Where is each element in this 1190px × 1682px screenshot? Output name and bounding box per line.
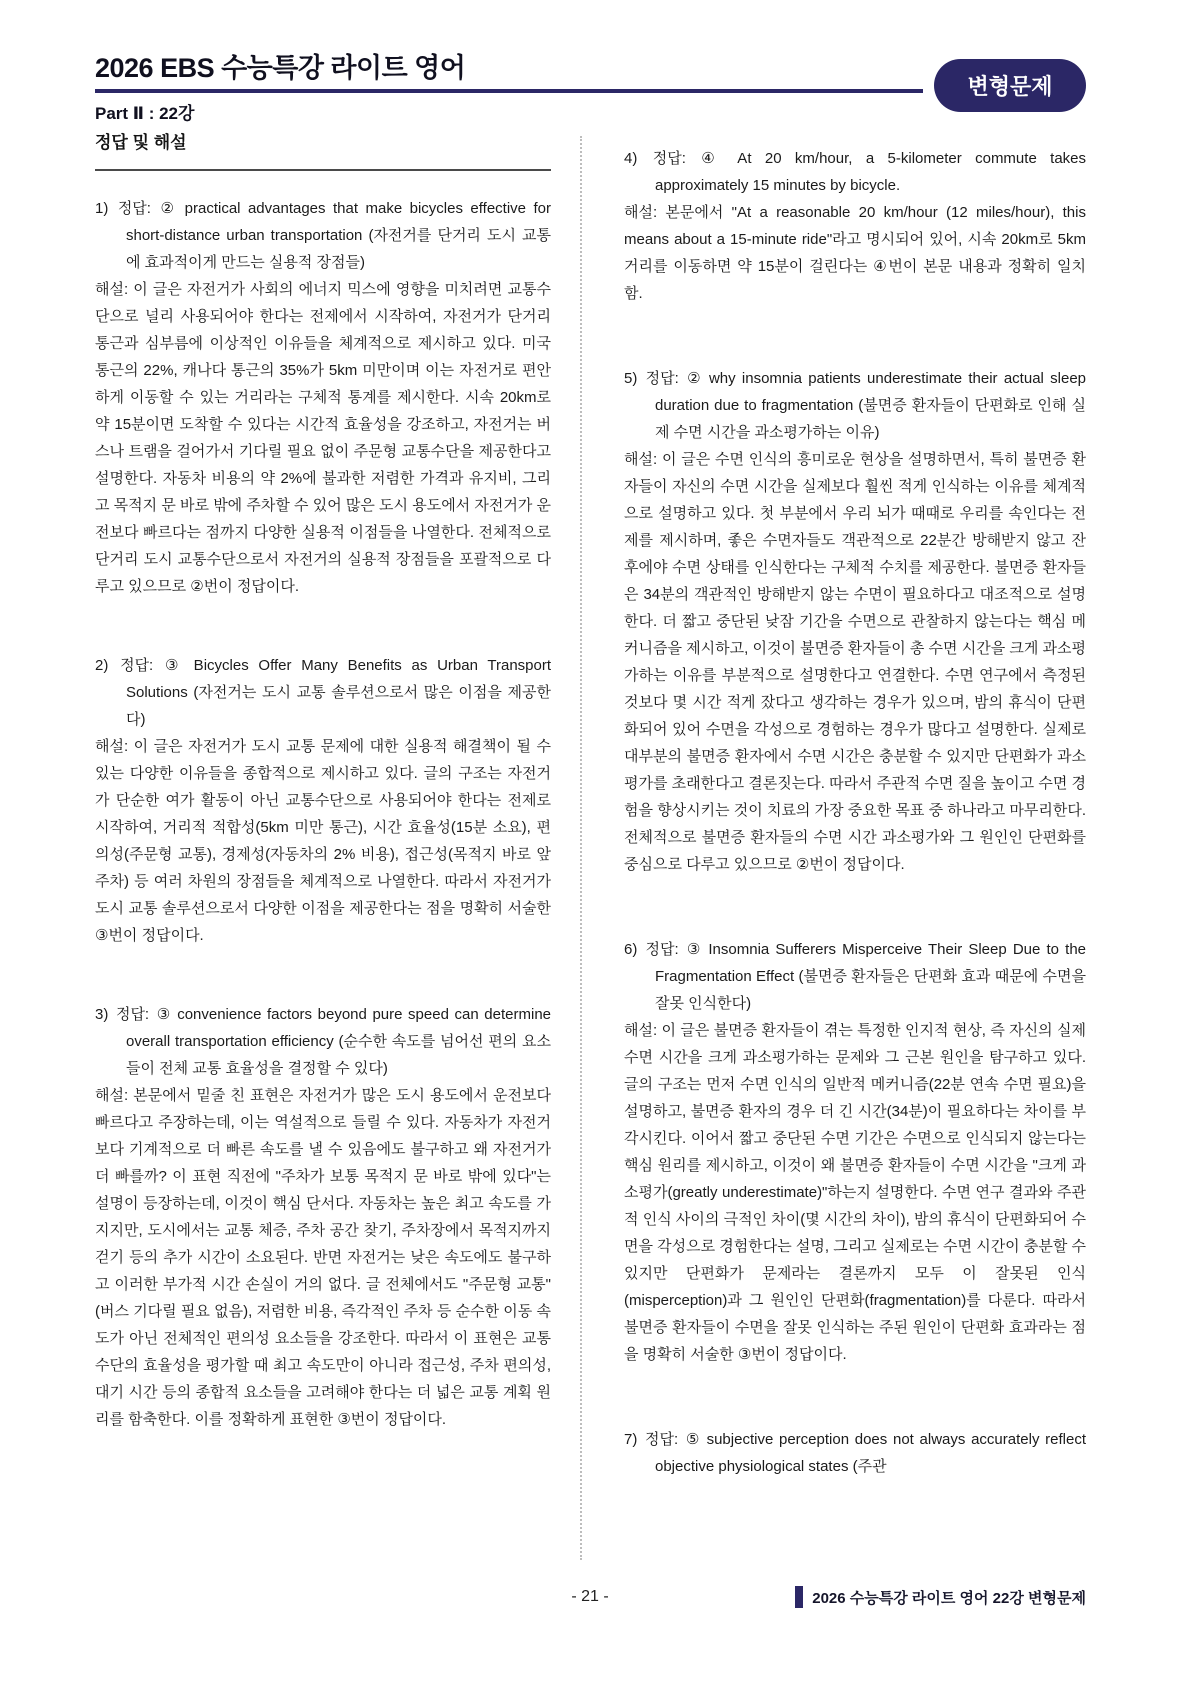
answer-line [95, 652, 551, 733]
answer-label: 정답: [645, 370, 679, 387]
footer-accent-bar [795, 1586, 803, 1608]
right-column [624, 145, 1086, 1480]
answer-item-3 [95, 1001, 551, 1433]
answer-label: 정답: [117, 200, 151, 217]
explanation-text: 해설: 이 글은 수면 인식의 흥미로운 현상을 설명하면서, 특히 불면증 환자들이 자신의 수면 시간을 실제보다 훨씬 적게 인식하는 이유를 체계적으로 설명하고 있다. 첫 부분에서 우리 뇌가 때때로 우리를 속인다는 전제를 제시하며, 좋은 수면자들도 객관적으로 22분간 방해받지 않고 잔 후에야 수면 상태를 인식한다는 구체적 수치를 제공한다. 불면증 환자들은 34분의 객관적인 방해받지 않는 수면이 필요하다고 대조적으로 설명한다. 더 짧고 중단된 낮잠 기간을 수면으로 관찰하지 않는다는 핵심 메커니즘을 제시하고, 이것이 불면증 환자들이 총 수면 시간을 크게 과소평가하는 이유를 부분적으로 설명한다고 연결한다. 수면 연구에서 측정된 것보다 몇 시간 적게 잤다고 생각하는 경우가 있으며, 밤의 휴식이 단편화되어 있어 수면을 각성으로 경험하는 경우가 많다고 설명한다. 실제로 대부분의 불면증 환자에서 수면 시간은 충분할 수 있지만 단편화가 과소평가를 초래한다고 결론짓는다. 따라서 주관적 수면 질을 높이고 수면 경험을 향상시키는 것이 치료의 가장 중요한 목표 중 하나라고 마무리한다. 전체적으로 불면증 환자들의 수면 시간 과소평가와 그 원인인 단편화를 중심으로 다루고 있으므로 ②번이 정답이다. [624, 451, 1086, 873]
answer-line [95, 1001, 551, 1082]
answer-text: ③ Insomnia Sufferers Misperceive Their Sleep Due to the Fragmentation Effect (불면증 환자들은 단편화 효과 때문에 수면을 잘못 인식한다) [655, 941, 1087, 1012]
answer-text: ② why insomnia patients underestimate their actual sleep duration due to fragmentation (불면증 환자들이 단편화로 인해 실제 수면 시간을 과소평가하는 이유) [655, 370, 1087, 441]
answer-text: ② practical advantages that make bicycles effective for short-distance urban transportation (자전거를 단거리 도시 교통에 효과적이게 만드는 실용적 장점들) [126, 200, 551, 271]
explanation-text: 해설: 이 글은 불면증 환자들이 겪는 특정한 인지적 현상, 즉 자신의 실제 수면 시간을 크게 과소평가하는 문제와 그 근본 원인을 탐구하고 있다. 글의 구조는 먼저 수면 인식의 일반적 메커니즘(22분 연속 수면 필요)을 설명하고, 불면증 환자의 경우 더 긴 시간(34분)이 필요하다는 차이를 부각시킨다. 이어서 짧고 중단된 수면 기간은 수면으로 인식되지 않는다는 핵심 원리를 제시하고, 이것이 왜 불면증 환자들이 수면 시간을 "크게 과소평가(greatly underestimate)"하는지 설명한다. 수면 연구 결과와 주관적 인식 사이의 극적인 차이(몇 시간의 차이), 밤의 휴식이 단편화되어 수면을 각성으로 경험한다는 설명, 그리고 실제로는 수면 시간이 충분할 수 있지만 단편화가 문제라는 결론까지 모두 이 잘못된 인식(misperception)과 그 원인인 단편화(fragmentation)를 다룬다. 따라서 불면증 환자들이 수면을 잘못 인식하는 주된 원인이 단편화 효과라는 점을 명확히 서술한 ③번이 정답이다. [624, 1022, 1086, 1363]
item-number: 7) [624, 1431, 638, 1448]
answer-item-6 [624, 936, 1086, 1368]
section-title: 정답 및 해설 [95, 133, 187, 152]
answer-item-2 [95, 652, 551, 949]
section-rule [95, 169, 551, 171]
answer-label: 정답: [645, 941, 679, 958]
footer-right [795, 1586, 1086, 1608]
answer-item-1 [95, 195, 551, 600]
answer-line [95, 195, 551, 276]
item-number: 5) [624, 370, 638, 387]
item-number: 1) [95, 200, 109, 217]
part-label: Part Ⅱ : 22강 [95, 104, 195, 123]
answer-label: 정답: [115, 1006, 150, 1023]
document-title: 2026 EBS 수능특강 라이트 영어 [95, 53, 466, 83]
answer-label: 정답: [645, 1431, 679, 1448]
page-number: - 21 - [571, 1588, 609, 1605]
answer-text: ③ Bicycles Offer Many Benefits as Urban Transport Solutions (자전거는 도시 교통 솔루션으로서 많은 이점을 제공한다) [126, 657, 552, 728]
explanation-text: 해설: 본문에서 밑줄 친 표현은 자전거가 많은 도시 용도에서 운전보다 빠르다고 주장하는데, 이는 역설적으로 들릴 수 있다. 자동차가 자전거보다 기계적으로 더 빠른 속도를 낼 수 있음에도 불구하고 왜 자전거가 더 빠를까? 이 표현 직전에 "주차가 보통 목적지 문 바로 밖에 있다"는 설명이 등장하는데, 이것이 핵심 단서다. 자동차는 높은 최고 속도를 가지지만, 도시에서는 교통 체증, 주차 공간 찾기, 주차장에서 목적지까지 걷기 등의 추가 시간이 소요된다. 반면 자전거는 낮은 속도에도 불구하고 이러한 부가적 시간 손실이 거의 없다. 글 전체에서도 "주문형 교통"(버스 기다릴 필요 없음), 저렴한 비용, 즉각적인 주차 등 순수한 이동 속도가 아닌 전체적인 편의성 요소들을 강조한다. 따라서 이 표현은 교통수단의 효율성을 평가할 때 최고 속도만이 아니라 접근성, 주차 편의성, 대기 시간 등의 종합적 요소들을 고려해야 한다는 더 넓은 교통 계획 원리를 함축한다. 이를 정확하게 표현한 ③번이 정답이다. [95, 1087, 551, 1428]
answer-text: ③ convenience factors beyond pure speed can determine overall transportation efficiency (순수한 속도를 넘어선 편의 요소들이 전체 교통 효율성을 결정할 수 있다) [126, 1006, 552, 1077]
answer-text: ④ At 20 km/hour, a 5-kilometer commute takes approximately 15 minutes by bicycle. [655, 150, 1087, 194]
explanation-text: 해설: 본문에서 "At a reasonable 20 km/hour (12 miles/hour), this means about a 15-minute ride"라고 명시되어 있어, 시속 20km로 5km 거리를 이동하면 약 15분이 걸린다는 ④번이 본문 내용과 정확히 일치함. [624, 204, 1086, 302]
answer-line [624, 365, 1086, 446]
badge-variant-problems: 변형문제 [934, 59, 1086, 112]
answer-item-7 [624, 1426, 1086, 1480]
answer-text: ⑤ subjective perception does not always accurately reflect objective physiological states (주관 [655, 1431, 1086, 1475]
item-number: 3) [95, 1006, 109, 1023]
answer-label: 정답: [652, 150, 686, 167]
footer-label: 2026 수능특강 라이트 영어 22강 변형문제 [812, 1589, 1086, 1607]
answer-line [624, 1426, 1086, 1480]
item-number: 2) [95, 657, 109, 674]
answer-item-4 [624, 145, 1086, 307]
title-rule [95, 89, 923, 93]
answer-label: 정답: [120, 657, 154, 674]
explanation-text: 해설: 이 글은 자전거가 도시 교통 문제에 대한 실용적 해결책이 될 수 있는 다양한 이유들을 종합적으로 제시하고 있다. 글의 구조는 자전거가 단순한 여가 활동이 아닌 교통수단으로 사용되어야 한다는 전제로 시작하여, 거리적 적합성(5km 미만 통근), 시간 효율성(15분 소요), 편의성(주문형 교통), 경제성(자동차의 2% 비용), 접근성(목적지 바로 앞 주차) 등 여러 차원의 장점들을 체계적으로 나열한다. 따라서 자전거가 도시 교통 솔루션으로서 다양한 이점을 제공한다는 점을 명확히 서술한 ③번이 정답이다. [95, 738, 551, 944]
left-column [95, 132, 551, 1433]
answer-item-5 [624, 365, 1086, 878]
item-number: 6) [624, 941, 638, 958]
answer-line [624, 936, 1086, 1017]
answer-line [624, 145, 1086, 199]
column-divider [580, 136, 582, 1560]
explanation-text: 해설: 이 글은 자전거가 사회의 에너지 믹스에 영향을 미치려면 교통수단으로 널리 사용되어야 한다는 전제에서 시작하여, 자전거가 단거리 통근과 심부름에 이상적인 이유들을 체계적으로 제시하고 있다. 미국 통근의 22%, 캐나다 통근의 35%가 5km 미만이며 이는 자전거로 편안하게 이동할 수 있는 거리라는 구체적 통계를 제시한다. 시속 20km로 약 15분이면 도착할 수 있다는 시간적 효율성을 강조하고, 자전거는 버스나 트램을 걸어가서 기다릴 필요 없이 주문형 교통수단을 제공한다고 설명한다. 자동차 비용의 약 2%에 불과한 저렴한 가격과 유지비, 그리고 목적지 문 바로 밖에 주차할 수 있어 많은 도시 용도에서 자전거가 운전보다 빠르다는 점까지 다양한 실용적 이점들을 나열한다. 전체적으로 단거리 도시 교통수단으로서 자전거의 실용적 장점들을 포괄적으로 다루고 있으므로 ②번이 정답이다. [95, 281, 551, 595]
item-number: 4) [624, 150, 638, 167]
